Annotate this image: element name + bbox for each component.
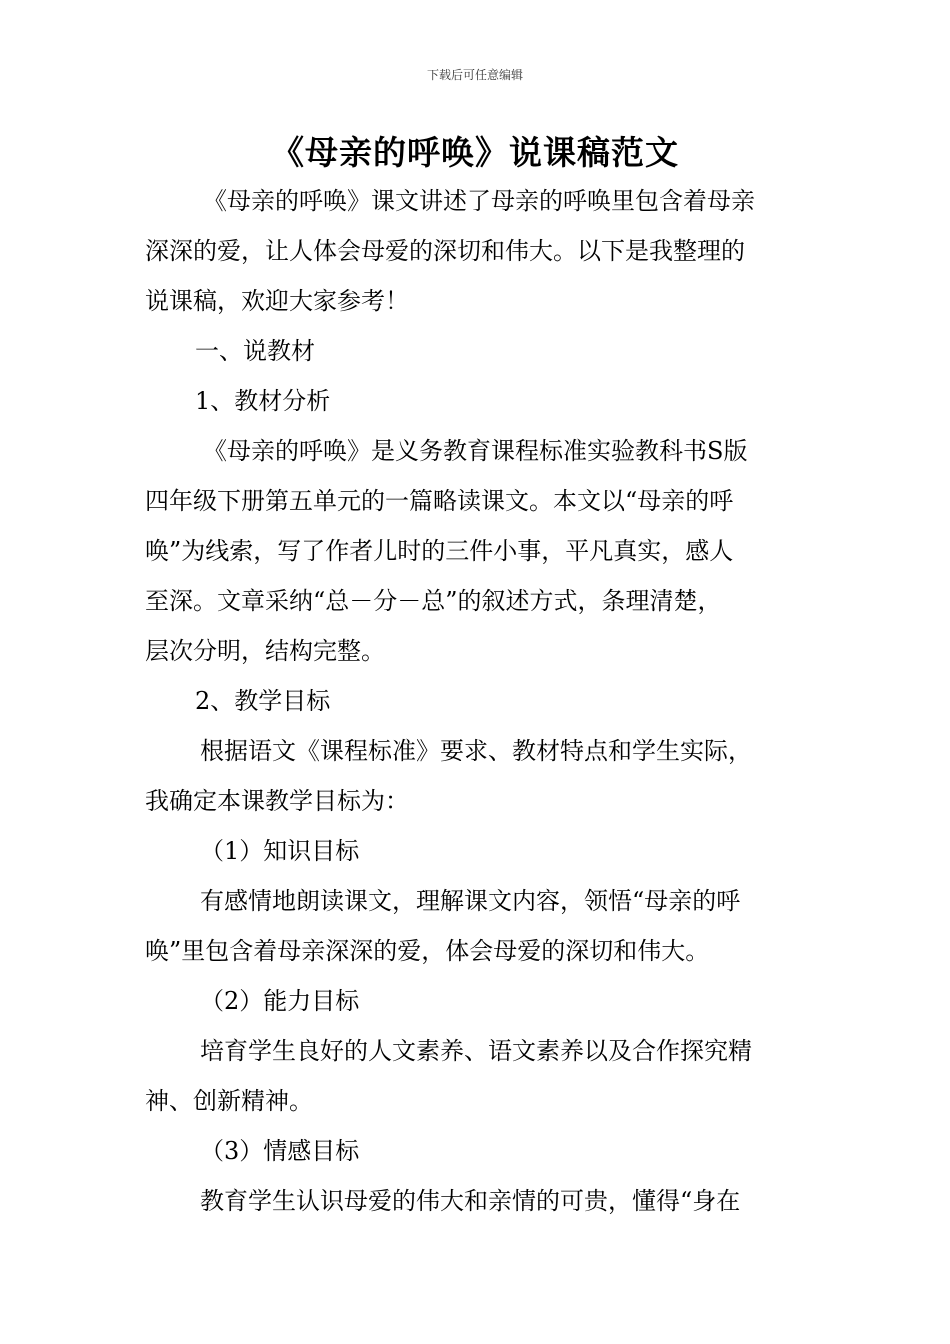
objective-heading: （1）知识目标 <box>200 837 360 865</box>
paragraph-line: 至深。文章采纳“总－分－总”的叙述方式，条理清楚， <box>145 587 722 615</box>
paragraph-line: 培育学生良好的人文素养、语文素养以及合作探究精 <box>200 1037 752 1065</box>
paragraph-line: 说课稿，欢迎大家参考！ <box>145 287 409 315</box>
document-body <box>145 176 810 1226</box>
paragraph-line: 教育学生认识母爱的伟大和亲情的可贵，懂得“身在 <box>200 1187 741 1215</box>
objective-heading: （3）情感目标 <box>200 1137 360 1165</box>
paragraph-line: 唤”里包含着母亲深深的爱，体会母爱的深切和伟大。 <box>145 937 710 965</box>
paragraph-line: 《母亲的呼唤》课文讲述了母亲的呼唤里包含着母亲 <box>203 187 755 215</box>
document-title: 《母亲的呼唤》说课稿范文 <box>271 133 679 172</box>
subsection-heading: 1、教材分析 <box>195 387 331 415</box>
section-heading: 一、说教材 <box>195 337 315 365</box>
paragraph-line: 《母亲的呼唤》是义务教育课程标准实验教科书S版 <box>203 437 748 465</box>
paragraph-line: 根据语文《课程标准》要求、教材特点和学生实际， <box>200 737 752 765</box>
subsection-heading: 2、教学目标 <box>195 687 331 715</box>
objective-heading: （2）能力目标 <box>200 987 360 1015</box>
paragraph-line: 有感情地朗读课文，理解课文内容，领悟“母亲的呼 <box>200 887 741 915</box>
paragraph-line: 深深的爱，让人体会母爱的深切和伟大。以下是我整理的 <box>145 237 745 265</box>
paragraph-line: 四年级下册第五单元的一篇略读课文。本文以“母亲的呼 <box>145 487 734 515</box>
paragraph-line: 层次分明，结构完整。 <box>145 637 385 665</box>
paragraph-line: 唤”为线索，写了作者儿时的三件小事，平凡真实，感人 <box>145 537 734 565</box>
paragraph-line: 我确定本课教学目标为： <box>145 787 409 815</box>
paragraph-line: 神、创新精神。 <box>145 1087 313 1115</box>
header-note: 下载后可任意编辑 <box>426 68 523 82</box>
